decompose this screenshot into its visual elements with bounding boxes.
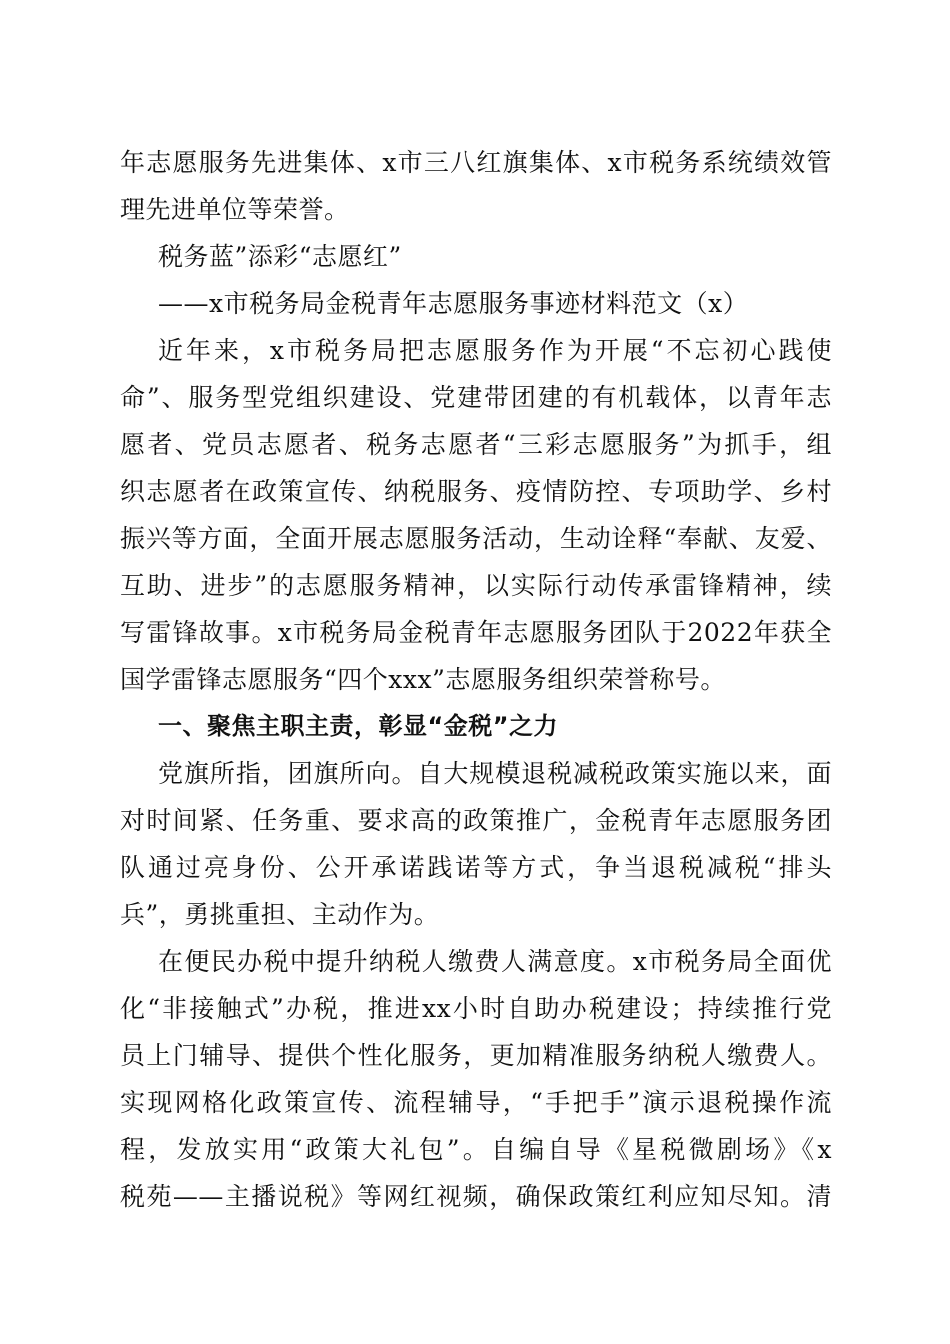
text-line: 员上门辅导、提供个性化服务，更加精准服务纳税人缴费人。 — [120, 1041, 832, 1070]
text-line: 队通过亮身份、公开承诺践诺等方式，争当退税减税“排头 — [120, 853, 832, 882]
text-line: 在便民办税中提升纳税人缴费人满意度。x市税务局全面优 — [158, 947, 832, 976]
text-line: 化“非接触式”办税，推进xx小时自助办税建设；持续推行党 — [120, 994, 832, 1023]
text-line: 织志愿者在政策宣传、纳税服务、疫情防控、专项助学、乡村 — [120, 477, 832, 506]
text-line: 程，发放实用“政策大礼包”。自编自导《星税微剧场》《x — [120, 1135, 832, 1164]
text-line: 年志愿服务先进集体、x市三八红旗集体、x市税务系统绩效管 — [120, 148, 832, 177]
text-line: 振兴等方面，全面开展志愿服务活动，生动诠释“奉献、友爱、 — [120, 524, 832, 553]
text-line: 写雷锋故事。x市税务局金税青年志愿服务团队于2022年获全 — [120, 618, 832, 647]
document-subtitle: ——x市税务局金税青年志愿服务事迹材料范文（x） — [158, 289, 749, 318]
document-body — [120, 139, 832, 1220]
text-line: 理先进单位等荣誉。 — [120, 195, 350, 224]
text-line: 愿者、党员志愿者、税务志愿者“三彩志愿服务”为抓手，组 — [120, 430, 832, 459]
text-line: 国学雷锋志愿服务“四个xxx”志愿服务组织荣誉称号。 — [120, 665, 726, 694]
section-heading: 一、聚焦主职主责，彰显“金税”之力 — [158, 712, 559, 740]
text-line: 税苑——主播说税》等网红视频，确保政策红利应知尽知。清 — [120, 1182, 832, 1211]
text-line: 互助、进步”的志愿服务精神，以实际行动传承雷锋精神，续 — [120, 571, 832, 600]
text-line: 对时间紧、任务重、要求高的政策推广，金税青年志愿服务团 — [120, 806, 832, 835]
text-line: 实现网格化政策宣传、流程辅导，“手把手”演示退税操作流 — [120, 1088, 832, 1117]
text-line: 兵”，勇挑重担、主动作为。 — [120, 900, 440, 929]
document-title: 税务蓝”添彩“志愿红” — [158, 242, 402, 271]
text-line: 党旗所指，团旗所向。自大规模退税减税政策实施以来，面 — [158, 759, 832, 788]
text-line: 命”、服务型党组织建设、党建带团建的有机载体，以青年志 — [120, 383, 832, 412]
text-line: 近年来，x市税务局把志愿服务作为开展“不忘初心践使 — [158, 336, 832, 365]
